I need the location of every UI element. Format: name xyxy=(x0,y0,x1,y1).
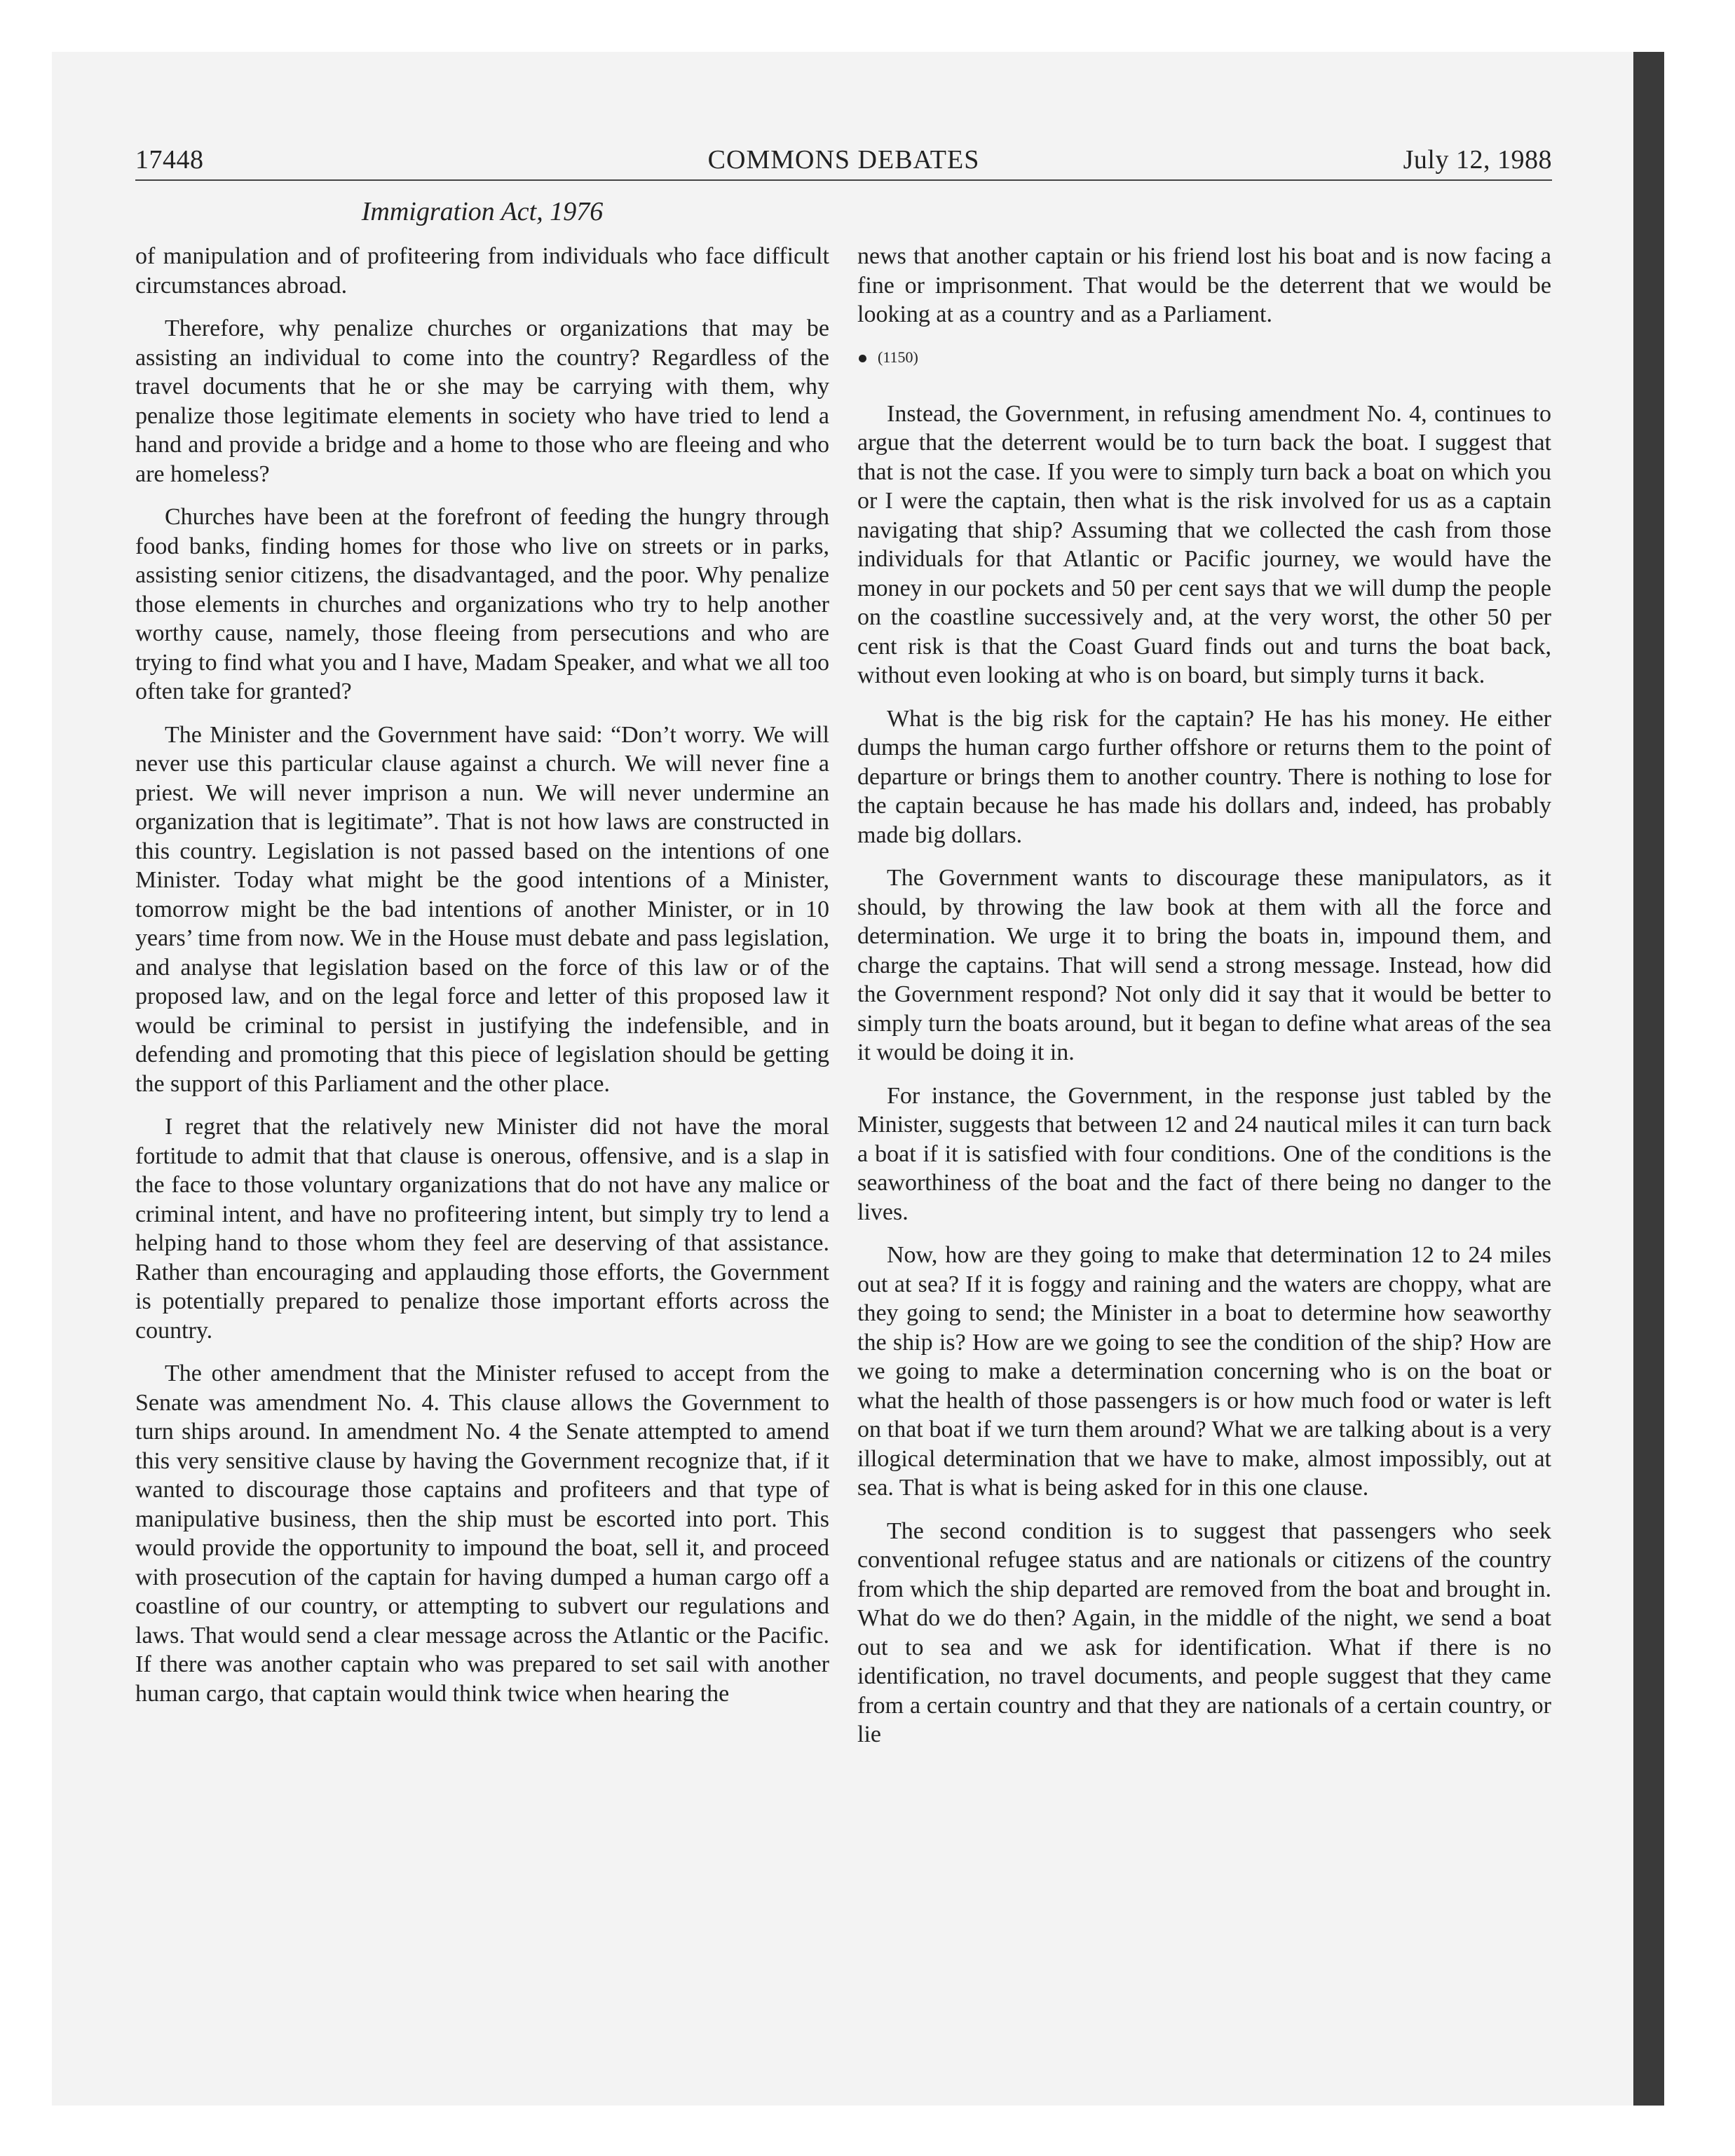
paragraph: I regret that the relatively new Minister did not have the moral fortitude to admit that that clause is onerous, offensive, and is a slap in the face to those voluntary organizations that do not have any malice or criminal intent, and have no profiteering intent, but simply try to lend a helping hand to those whom they feel are deserving of that assistance. Rather than encouraging and applauding those efforts, the Government is potentially prepared to penalize those important efforts across the country. xyxy=(135,1114,829,1344)
paragraph: Instead, the Government, in refusing amendment No. 4, continues to argue that the deterrent would be to turn back the boat. I suggest that that is not the case. If you were to simply turn back a boat on which you or I were the captain, then what is the risk involved for us as a captain navigating that ship? Assuming that we collected the cash from those individuals for that Atlantic or Pacific journey, we would have the money in our pockets and 50 per cent says that we will dump the people on the coastline successively and, at the very worst, the other 50 per cent risk is that the Coast Guard finds out and turns the boat back, without even looking at who is on board, but simply turns it back. xyxy=(857,400,1551,688)
paragraph: Now, how are they going to make that determination 12 to 24 miles out at sea? If it is foggy and raining and the waters are choppy, what are they going to send; the Minister in a boat to determine how seaworthy the ship is? How are we going to see the condition of the ship? How are we going to make a determination concerning who is on the boat or what the health of those passengers is or how much food or water is left on that boat if we turn them around? What we are talking about is a very illogical determination that we have to make, almost impossibly, out at sea. That is what is being asked for in this one clause. xyxy=(857,1242,1551,1501)
paragraph: Churches have been at the forefront of feeding the hungry through food banks, finding homes for those who live on streets or in parks, assisting senior citizens, the disadvantaged, and the poor. Why penalize those elements in churches and organizations who try to help another worthy cause, namely, those fleeing from persecutions and who are trying to find what you and I have, Madam Speaker, and what we all too often take for granted? xyxy=(135,504,829,704)
left-column xyxy=(135,242,829,1722)
paragraph: The other amendment that the Minister refused to accept from the Senate was amendment No. 4. This clause allows the Government to turn ships around. In amendment No. 4 the Senate attempted to amend this very sensitive clause by having the Government recognize that, if it wanted to discourage those captains and profiteers and that type of manipulative business, then the ship must be escorted into port. This would provide the opportunity to impound the boat, sell it, and proceed with prosecution of the captain for having dumped a human cargo off a coastline of our country, or attempting to subvert our regulations and laws. That would send a clear message across the Atlantic or the Pacific. If there was another captain who was prepared to set sail with another human cargo, that captain would think twice when hearing the xyxy=(135,1360,829,1707)
page-number: 17448 xyxy=(135,145,204,175)
paragraph: Therefore, why penalize churches or organizations that may be assisting an individual to come into the country? Regardless of the travel documents that he or she may be carrying with them, why penalize those legitimate elements in society who have tried to lend a hand and provide a bridge and a home to those who are fleeing and who are homeless? xyxy=(135,315,829,487)
paragraph: The second condition is to suggest that passengers who seek conventional refugee status and are nationals or citizens of the country from which the ship departed are removed from the boat and brought in. What do we do then? Again, in the middle of the night, we send a boat out to sea and we ask for identification. What if there is no identification, no travel documents, and people suggest that they came from a certain country and that they are nationals of a certain country, or lie xyxy=(857,1517,1551,1747)
paragraph: The Minister and the Government have said: “Don’t worry. We will never use this particular clause against a church. We will never fine a priest. We will never imprison a nun. We will never undermine an organization that is legitimate”. That is not how laws are constructed in this country. Legislation is not passed based on the intentions of one Minister. Today what might be the good intentions of a Minister, tomorrow might be the bad intentions of another Minister, or in 10 years’ time from now. We in the House must debate and pass legislation, and analyse that legislation based on the force of this law or of the proposed law, and on the legal force and letter of this proposed law it would be criminal to persist in justifying the indefensible, and in defending and promoting that this piece of legislation should be getting the support of this Parliament and the other place. xyxy=(135,721,829,1097)
time-marker xyxy=(857,343,1551,371)
publication-date: July 12, 1988 xyxy=(1403,145,1552,175)
page-header xyxy=(135,140,1552,181)
time-marker-text: (1150) xyxy=(878,348,918,366)
paragraph: The Government wants to discourage these manipulators, as it should, by throwing the law book at them with all the force and determination. We urge it to bring the boats in, impound them, and charge the captains. That will send a strong message. Instead, how did the Government respond? Not only did it say that it would be better to simply turn the boats around, but it began to define what areas of the sea it would be doing it in. xyxy=(857,865,1551,1065)
paragraph: of manipulation and of profiteering from individuals who face difficult circumstances abroad. xyxy=(135,243,829,299)
paragraph: news that another captain or his friend lost his boat and is now facing a fine or imprisonment. That would be the deterrent that we would be looking at as a country and as a Parliament. xyxy=(857,243,1551,327)
section-title: Immigration Act, 1976 xyxy=(361,197,604,226)
right-column xyxy=(857,242,1551,1763)
paragraph: For instance, the Government, in the response just tabled by the Minister, suggests that between 12 and 24 nautical miles it can turn back a boat if it is satisfied with four conditions. One of the conditions is the seaworthiness of the boat and the fact of there being no danger to the lives. xyxy=(857,1082,1551,1225)
publication-title: COMMONS DEBATES xyxy=(707,145,980,175)
bullet-icon xyxy=(859,355,866,362)
paragraph: What is the big risk for the captain? He has his money. He either dumps the human cargo further offshore or returns them to the point of departure or brings them to another country. There is nothing to lose for the captain because he has made his dollars and, indeed, has probably made big dollars. xyxy=(857,705,1551,848)
scan-edge-shadow xyxy=(1633,52,1664,2106)
